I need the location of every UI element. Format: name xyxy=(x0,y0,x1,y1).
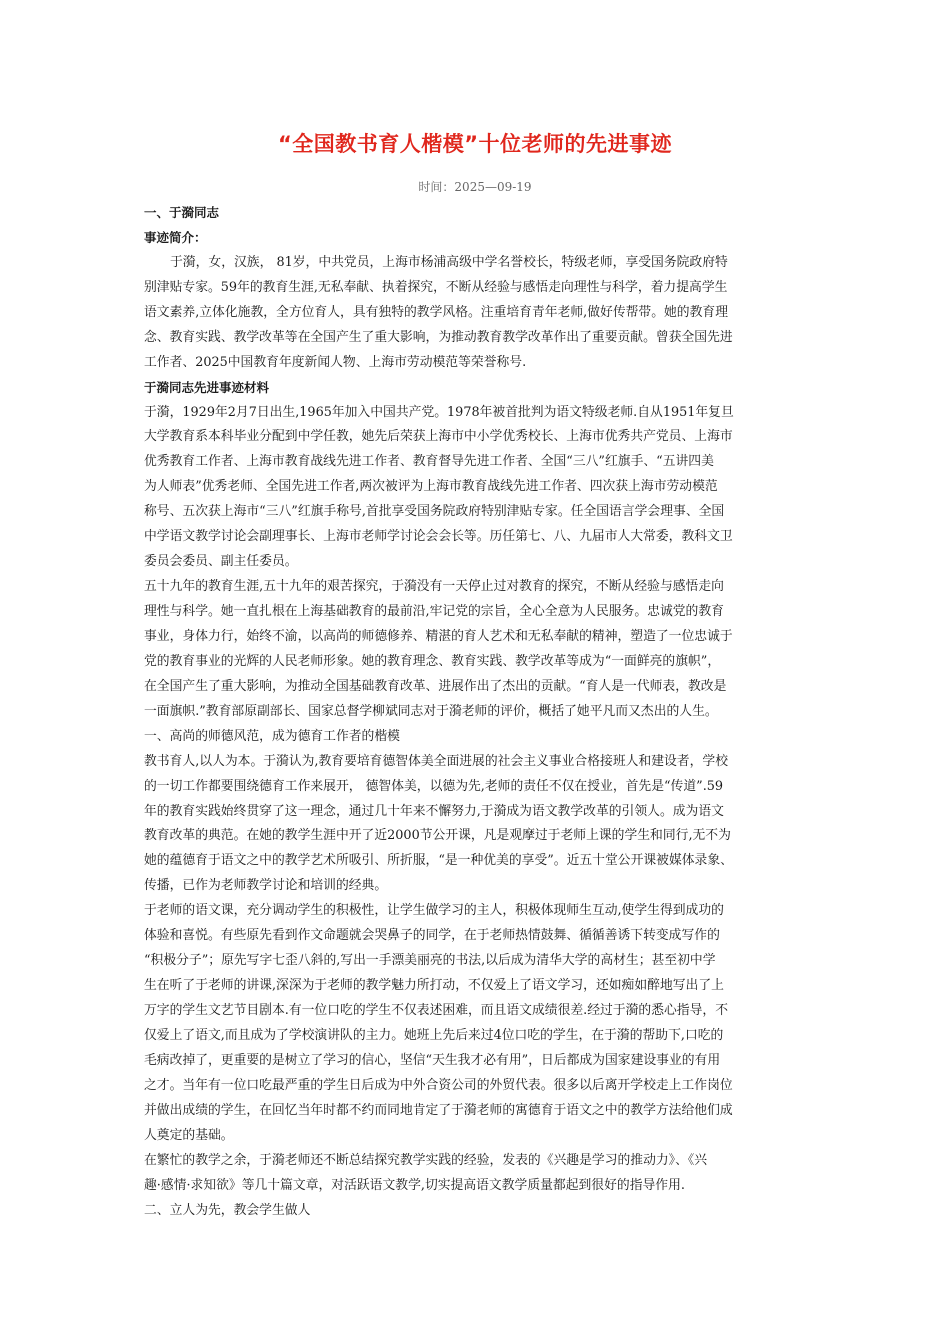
paragraph-line: 别津贴专家。59年的教育生涯,无私奉献、执着探究，不断从经验与感悟走向理性与科学，着力提高学生 xyxy=(144,279,728,295)
paragraph-line: 于漪，女，汉族， 81岁，中共党员，上海市杨浦高级中学名誉校长，特级老师，享受国务院政府特 xyxy=(170,254,728,270)
paragraph-line: 工作者、2025中国教育年度新闻人物、上海市劳动模范等荣誉称号. xyxy=(144,354,527,370)
paragraph-line: 于老师的语文课，充分调动学生的积极性，让学生做学习的主人，积极体现师生互动,使学生得到成功的 xyxy=(144,903,724,919)
article-body xyxy=(144,201,812,1223)
paragraph-line: “积极分子”；原先写字七歪八斜的,写出一手漂美丽亮的书法,以后成为清华大学的高材生；甚至初中学 xyxy=(144,953,716,969)
paragraph-line: 毛病改掉了，更重要的是树立了学习的信心，坚信“天生我才必有用”，日后都成为国家建设事业的有用 xyxy=(144,1052,721,1068)
paragraph-line: 事业，身体力行，始终不渝，以高尚的师德修养、精湛的育人艺术和无私奉献的精神，塑造了一位忠诚于 xyxy=(144,628,733,644)
paragraph-line: 她的蕴德育于语文之中的教学艺术所吸引、所折服，“是一种优美的享受”。近五十堂公开课被媒体录象、 xyxy=(144,853,733,869)
paragraph-line: 教育改革的典范。在她的教学生涯中开了近2000节公开课，凡是观摩过于老师上课的学生和同行,无不为 xyxy=(144,828,731,844)
paragraph-line: 委员会委员、副主任委员。 xyxy=(144,554,298,570)
paragraph-line: 为人师表”优秀老师、全国先进工作者,两次被评为上海市教育战线先进工作者、四次获上海市劳动模范 xyxy=(144,479,718,495)
document-title: “全国教书育人楷模”十位老师的先进事迹 xyxy=(277,132,673,156)
paragraph-line: 念、教育实践、教学改革等在全国产生了重大影响，为推动教育教学改革作出了重要贡献。曾获全国先进 xyxy=(144,329,733,345)
paragraph-line: 称号、五次获上海市“三八”红旗手称号,首批享受国务院政府特别津贴专家。任全国语言学会理事、全国 xyxy=(144,504,725,520)
paragraph-line: 于漪，1929年2月7日出生,1965年加入中国共产党。1978年被首批判为语文特级老师.自从1951年复旦 xyxy=(144,404,734,420)
section-heading: 一、于漪同志 xyxy=(144,205,220,220)
section-heading: 事迹简介： xyxy=(144,229,207,245)
paragraph-line: 趣·感情·求知欲》等几十篇文章，对活跃语文教学,切实提高语文教学质量都起到很好的指导作用. xyxy=(144,1177,685,1193)
paragraph-line: 优秀教育工作者、上海市教育战线先进工作者、教育督导先进工作者、全国“三八”红旗手、“五讲四美 xyxy=(144,454,714,470)
paragraph-line: 人奠定的基础。 xyxy=(144,1127,234,1143)
paragraph-line: 生在听了于老师的讲课,深深为于老师的教学魅力所打动，不仅爱上了语文学习，还如痴如醉地写出了上 xyxy=(144,978,724,994)
paragraph-line: 教书育人,以人为本。于漪认为,教育要培育德智体美全面进展的社会主义事业合格接班人和建设者，学校 xyxy=(144,753,728,769)
paragraph-line: 年的教育实践始终贯穿了这一理念，通过几十年来不懈努力,于漪成为语文教学改革的引领人。成为语文 xyxy=(144,803,724,819)
paragraph-line: 传播，已作为老师教学讨论和培训的经典。 xyxy=(144,878,388,894)
paragraph-line: 中学语文教学讨论会副理事长、上海市老师学讨论会会长等。历任第七、八、九届市人大常委，教科文卫 xyxy=(144,529,733,545)
publish-date: 时间：2025—09-19 xyxy=(418,180,532,194)
paragraph-line: 党的教育事业的光辉的人民老师形象。她的教育理念、教育实践、教学改革等成为“一面鲜亮的旗帜”， xyxy=(144,653,721,669)
paragraph-line: 的一切工作都要围绕德育工作来展开， 德智体美，以德为先,老师的责任不仅在授业，首先是“传道”.59 xyxy=(144,778,724,794)
paragraph-line: 之才。当年有一位口吃最严重的学生日后成为中外合资公司的外贸代表。很多以后离开学校走上工作岗位 xyxy=(144,1077,733,1093)
paragraph-line: 在全国产生了重大影响，为推动全国基础教育改革、进展作出了杰出的贡献。“育人是一代师表，教改是 xyxy=(144,678,727,694)
paragraph-line: 在繁忙的教学之余，于漪老师还不断总结探究教学实践的经验，发表的《兴趣是学习的推动力》、《兴 xyxy=(144,1152,708,1168)
paragraph-line: 万字的学生文艺节目剧本.有一位口吃的学生不仅表述困难，而且语文成绩很差.经过于漪的悉心指导，不 xyxy=(144,1003,728,1018)
paragraph-line: 仅爱上了语文,而且成为了学校演讲队的主力。她班上先后来过4位口吃的学生，在于漪的帮助下,口吃的 xyxy=(144,1027,724,1043)
paragraph-line: 一面旗帜.”教育部原副部长、国家总督学柳斌同志对于漪老师的评价，概括了她平凡而又杰出的人生。 xyxy=(144,703,718,719)
paragraph-line: 语文素养,立体化施教，全方位育人，具有独特的教学风格。注重培育青年老师,做好传帮带。她的教育理 xyxy=(144,304,728,320)
paragraph-line: 二、立人为先，教会学生做人 xyxy=(144,1202,311,1218)
paragraph-line: 大学教育系本科毕业分配到中学任教，她先后荣获上海市中小学优秀校长、上海市优秀共产党员、上海市 xyxy=(144,429,733,445)
paragraph-line: 并做出成绩的学生，在回忆当年时都不约而同地肯定了于漪老师的寓德育于语文之中的教学方法给他们成 xyxy=(144,1102,733,1118)
paragraph-line: 理性与科学。她一直扎根在上海基础教育的最前沿,牢记党的宗旨，全心全意为人民服务。忠诚党的教育 xyxy=(144,604,724,619)
paragraph-line: 体验和喜悦。有些原先看到作文命题就会哭鼻子的同学，在于老师热情鼓舞、循循善诱下转变成写作的 xyxy=(144,928,720,944)
section-heading: 于漪同志先进事迹材料 xyxy=(144,379,270,395)
paragraph-line: 一、高尚的师德风范，成为德育工作者的楷模 xyxy=(144,728,400,744)
paragraph-line: 五十九年的教育生涯,五十九年的艰苦探究，于漪没有一天停止过对教育的探究，不断从经验与感悟走向 xyxy=(144,579,724,595)
